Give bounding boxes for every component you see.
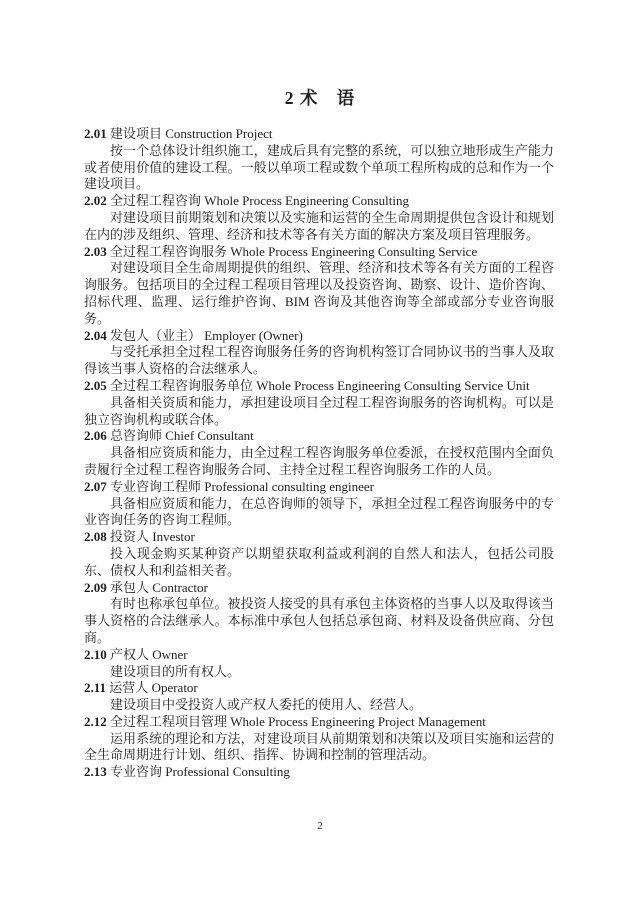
term-heading — [84, 764, 554, 781]
term-definition: 对建设项目全生命周期提供的组织、管理、经济和技术等各有关方面的工程咨询服务。包括项目的全过程工程项目管理以及投资咨询、勘察、设计、造价咨询、招标代理、监理、运行维护咨询、BIM 咨询及其他咨询等全部或部分专业咨询服务。 — [84, 260, 554, 326]
term-number: 2.02 — [84, 193, 107, 209]
term-heading — [84, 193, 554, 210]
term-definition: 具备相应资质和能力，在总咨询师的领导下，承担全过程工程咨询服务中的专业咨询任务的咨询工程师。 — [84, 495, 554, 528]
term-entry — [84, 244, 554, 328]
term-number: 2.07 — [84, 478, 107, 494]
term-number: 2.01 — [84, 126, 107, 141]
term-definition: 对建设项目前期策划和决策以及实施和运营的全生命周期提供包含设计和规划在内的涉及组织、管理、经济和技术等各有关方面的解决方案及项目管理服务。 — [84, 209, 554, 242]
term-zh: 全过程工程咨询服务 — [110, 243, 228, 259]
term-entry — [84, 193, 554, 243]
term-entry — [84, 764, 554, 781]
term-en: Whole Process Engineering Consulting Service — [230, 243, 478, 259]
term-zh: 投资人 — [110, 529, 150, 545]
term-en: Contractor — [152, 579, 208, 595]
term-number: 2.10 — [84, 646, 107, 662]
term-entry — [84, 428, 554, 478]
term-number: 2.04 — [84, 327, 107, 343]
terms-list — [84, 126, 554, 781]
term-zh: 运营人 — [109, 680, 149, 696]
term-zh: 专业咨询工程师 — [110, 478, 202, 494]
term-en: Whole Process Engineering Consulting Service Unit — [256, 377, 530, 393]
term-zh: 总咨询师 — [110, 428, 163, 444]
term-entry — [84, 126, 554, 193]
term-heading — [84, 714, 554, 731]
term-heading — [84, 580, 554, 597]
term-entry — [84, 529, 554, 579]
term-en: Professional consulting engineer — [204, 478, 374, 494]
page-number: 2 — [317, 820, 323, 832]
term-entry — [84, 479, 554, 529]
term-en: Construction Project — [165, 126, 273, 141]
term-heading — [84, 428, 554, 445]
term-definition: 建设项目中受投资人或产权人委托的使用人、经营人。 — [110, 697, 423, 713]
term-definition: 与受托承担全过程工程咨询服务任务的咨询机构签订合同协议书的当事人及取得该当事人资格的合法继承人。 — [84, 344, 554, 377]
term-definition: 按一个总体设计组织施工，建成后具有完整的系统，可以独立地形成生产能力或者使用价值的建设工程。一般以单项工程或数个单项工程所构成的总和作为一个建设项目。 — [84, 142, 554, 192]
term-zh: 发包人（业主） — [110, 327, 202, 343]
term-entry — [84, 328, 554, 378]
term-en: Professional Consulting — [165, 764, 290, 780]
term-number: 2.13 — [84, 764, 107, 780]
term-number: 2.06 — [84, 428, 107, 444]
term-zh: 全过程工程咨询服务单位 — [110, 377, 254, 393]
page-title: 2 术 语 — [284, 88, 356, 108]
term-heading — [84, 244, 554, 261]
term-heading — [84, 328, 554, 345]
term-heading — [84, 126, 554, 143]
term-en: Owner — [152, 646, 188, 662]
term-en: Employer (Owner) — [204, 327, 303, 343]
term-heading — [84, 680, 554, 697]
term-en: Whole Process Engineering Consulting — [204, 193, 409, 209]
term-zh: 承包人 — [110, 579, 150, 595]
term-zh: 专业咨询 — [110, 764, 163, 780]
term-heading — [84, 647, 554, 664]
term-heading — [84, 378, 554, 395]
term-entry — [84, 714, 554, 764]
term-definition: 具备相应资质和能力，由全过程工程咨询服务单位委派，在授权范围内全面负责履行全过程工程咨询服务合同、主持全过程工程咨询服务工作的人员。 — [84, 445, 554, 477]
term-number: 2.11 — [84, 680, 107, 696]
term-definition: 有时也称承包单位。被投资人接受的具有承包主体资格的当事人以及取得该当事人资格的合法继承人。本标准中承包人包括总承包商、材料及设备供应商、分包商。 — [84, 596, 554, 645]
term-zh: 产权人 — [110, 646, 150, 662]
term-heading — [84, 479, 554, 496]
term-number: 2.12 — [84, 713, 107, 729]
term-entry — [84, 378, 554, 428]
term-number: 2.05 — [84, 377, 107, 393]
term-number: 2.03 — [84, 243, 107, 259]
term-en: Investor — [152, 529, 195, 545]
term-definition: 运用系统的理论和方法，对建设项目从前期策划和决策以及项目实施和运营的全生命周期进行计划、组织、指挥、协调和控制的管理活动。 — [84, 730, 554, 763]
term-entry — [84, 580, 554, 647]
term-number: 2.08 — [84, 529, 107, 545]
term-definition: 建设项目的所有权人。 — [110, 663, 241, 679]
term-definition: 具备相关资质和能力，承担建设项目全过程工程咨询服务的咨询机构。可以是独立咨询机构或联合体。 — [84, 394, 554, 427]
term-entry — [84, 680, 554, 714]
term-en: Whole Process Engineering Project Management — [230, 713, 486, 729]
term-number: 2.09 — [84, 579, 107, 595]
term-en: Operator — [151, 680, 198, 696]
term-entry — [84, 647, 554, 681]
term-zh: 建设项目 — [110, 126, 163, 141]
term-en: Chief Consultant — [165, 428, 254, 444]
term-zh: 全过程工程咨询 — [110, 193, 202, 209]
term-heading — [84, 529, 554, 546]
term-zh: 全过程工程项目管理 — [110, 713, 228, 729]
term-definition: 投入现金购买某种资产以期望获取利益或利润的自然人和法人，包括公司股东、债权人和利益相关者。 — [84, 545, 554, 578]
